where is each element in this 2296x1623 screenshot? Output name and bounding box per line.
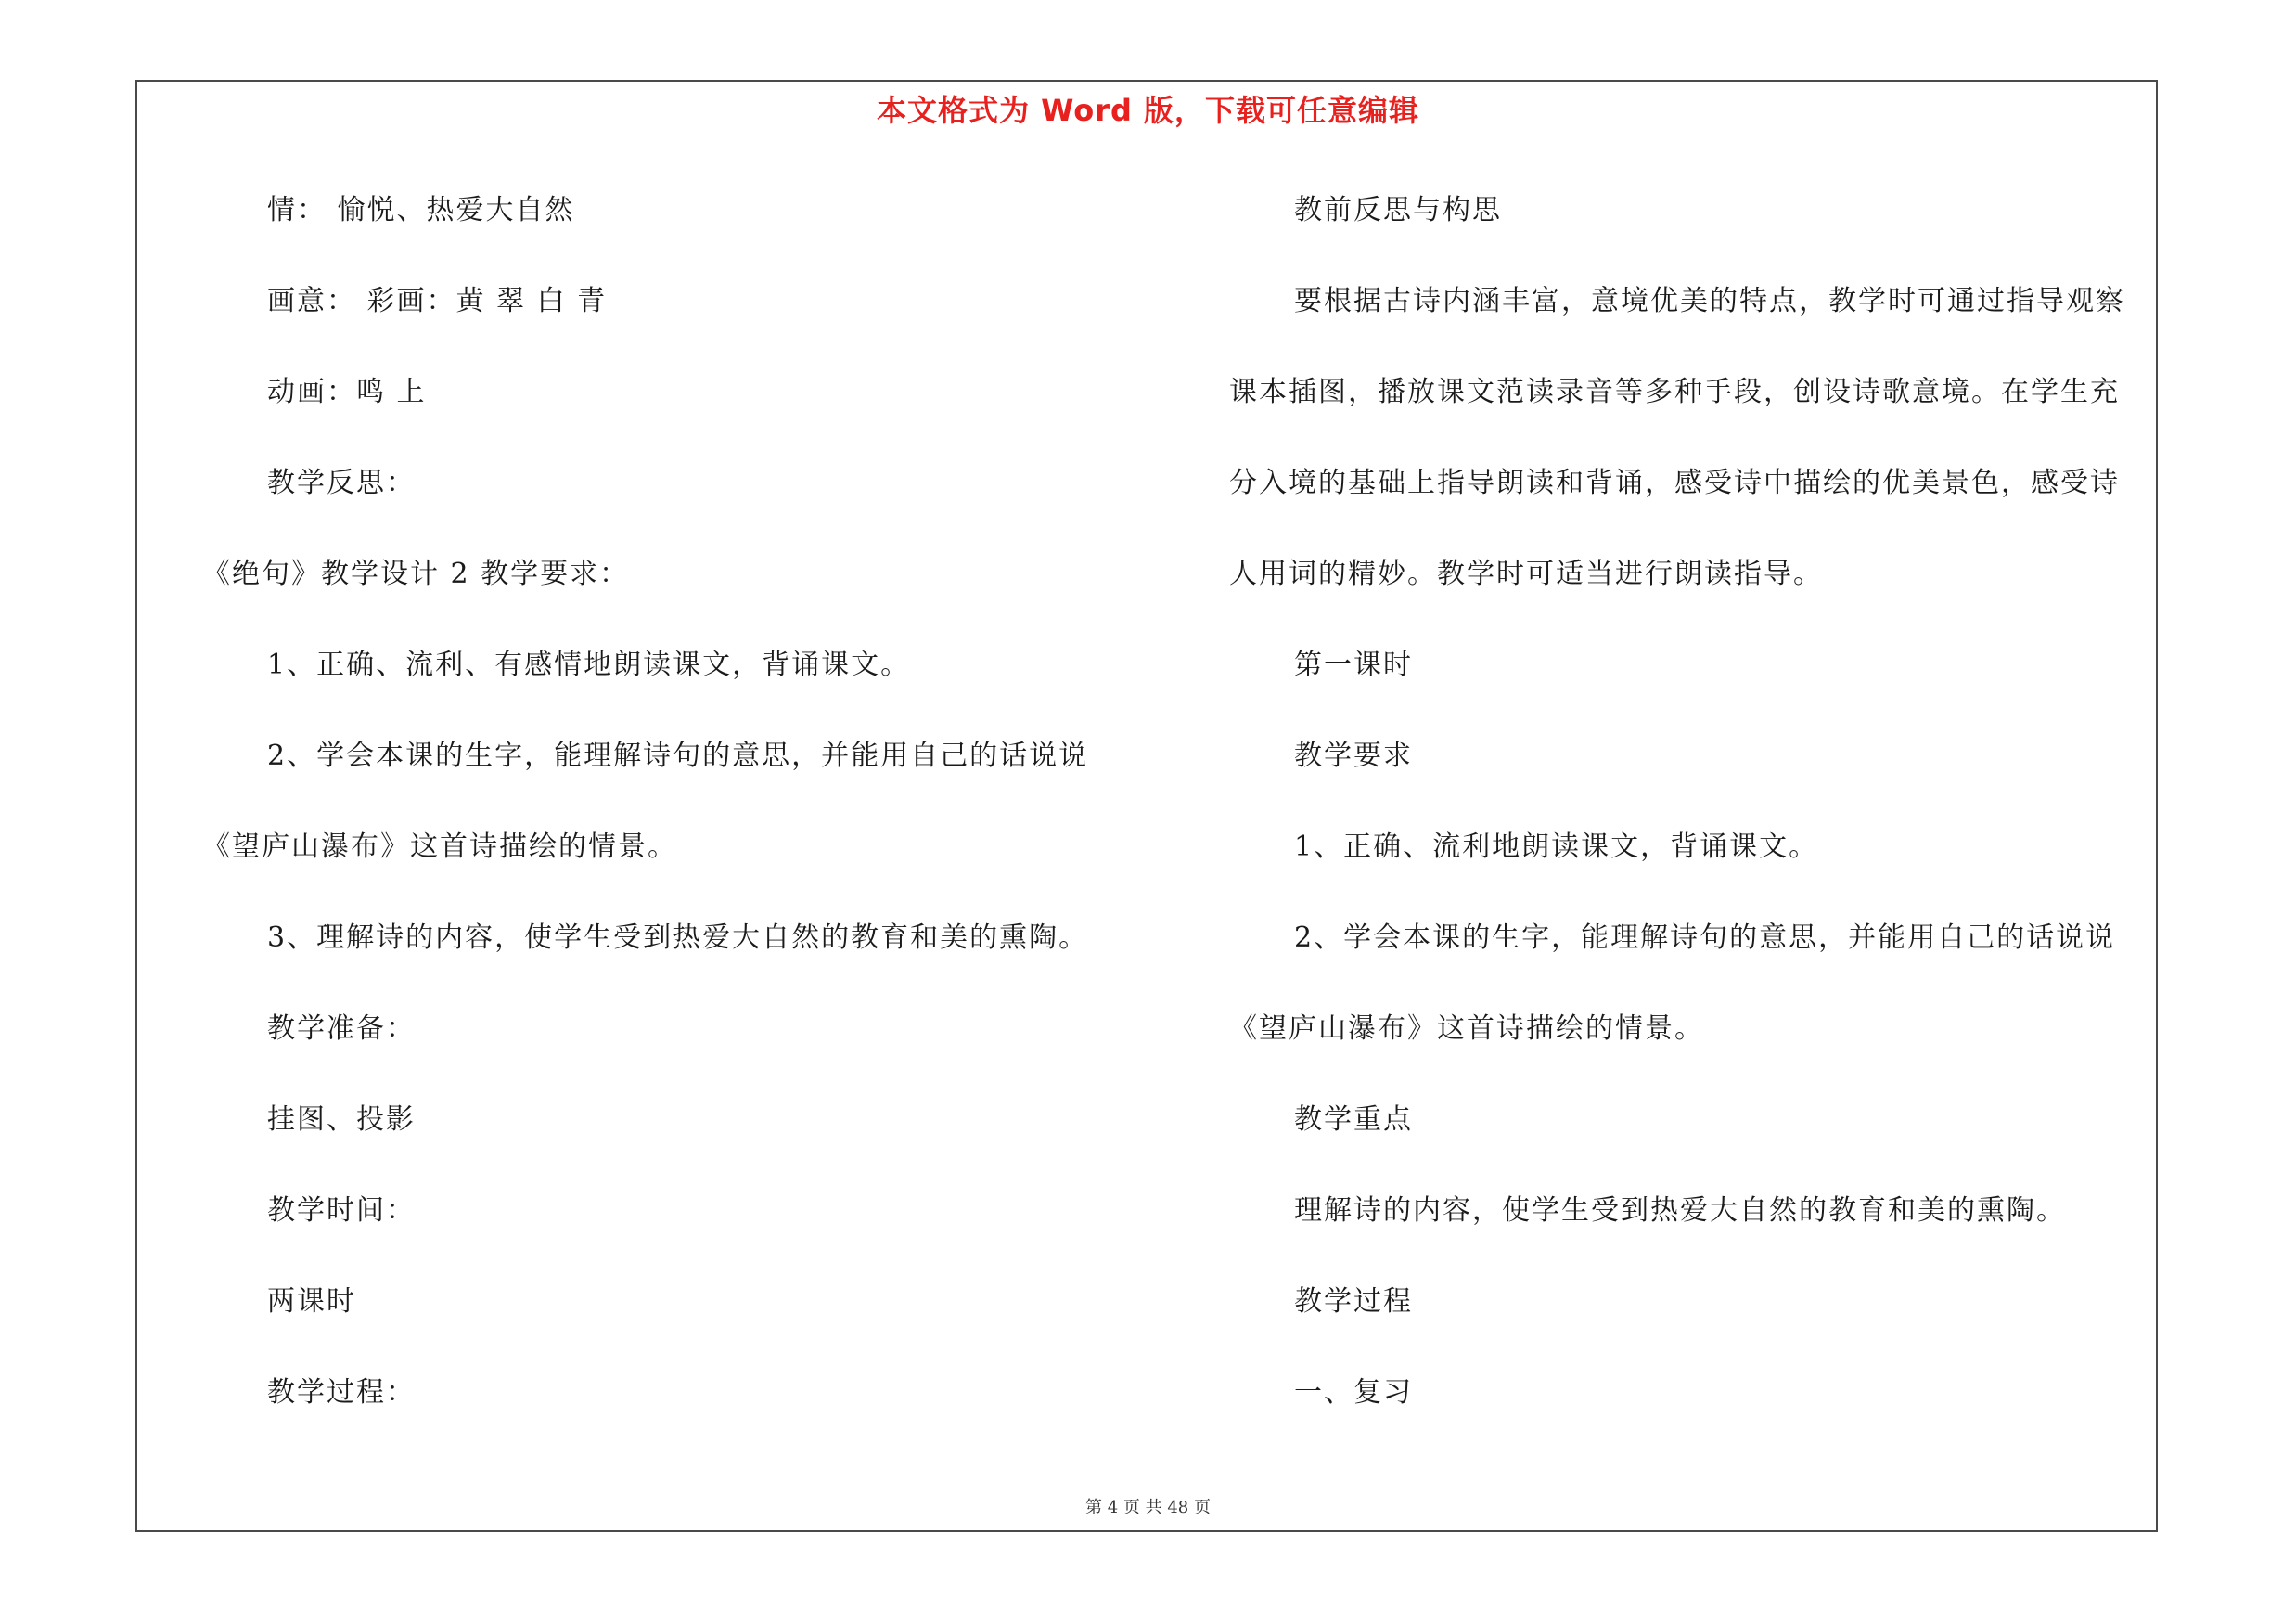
text-line: 教学反思： — [267, 467, 416, 499]
text-line: 人用词的精妙。教学时可适当进行朗读指导。 — [1229, 558, 1823, 590]
text-line: 情： 愉悦、热爱大自然 — [267, 194, 575, 226]
text-line: 理解诗的内容，使学生受到热爱大自然的教育和美的熏陶。 — [1294, 1194, 2066, 1227]
text-line: 3、理解诗的内容，使学生受到热爱大自然的教育和美的熏陶。 — [267, 921, 1089, 954]
text-line: 教学时间： — [267, 1194, 416, 1227]
text-line: 1、正确、流利地朗读课文，背诵课文。 — [1294, 831, 1819, 863]
text-line: 2、学会本课的生字，能理解诗句的意思，并能用自己的话说说 — [267, 740, 1089, 772]
text-line: 两课时 — [267, 1285, 356, 1318]
text-line: 教学重点 — [1294, 1103, 1413, 1136]
right-column — [1229, 181, 2148, 1454]
text-line: 《望庐山瀑布》这首诗描绘的情景。 — [202, 831, 677, 863]
text-line: 第一课时 — [1294, 649, 1413, 681]
text-line: 一、复习 — [1294, 1376, 1413, 1409]
text-line: 分入境的基础上指导朗读和背诵，感受诗中描绘的优美景色，感受诗 — [1229, 467, 2120, 499]
header-banner: 本文格式为 Word 版，下载可任意编辑 — [876, 93, 1420, 128]
left-column — [202, 181, 1139, 1454]
text-line: 教学要求 — [1294, 740, 1413, 772]
text-line: 1、正确、流利、有感情地朗读课文，背诵课文。 — [267, 649, 911, 681]
text-line: 教学过程 — [1294, 1285, 1413, 1318]
text-line: 挂图、投影 — [267, 1103, 416, 1136]
text-line: 教前反思与构思 — [1294, 194, 1502, 226]
page-footer: 第 4 页 共 48 页 — [1085, 1498, 1211, 1517]
text-line: 教学准备： — [267, 1012, 416, 1045]
text-line: 动画：鸣 上 — [267, 376, 427, 408]
text-line: 2、学会本课的生字，能理解诗句的意思，并能用自己的话说说 — [1294, 921, 2116, 954]
text-line: 课本插图，播放课文范读录音等多种手段，创设诗歌意境。在学生充 — [1229, 376, 2120, 408]
text-line: 要根据古诗内涵丰富，意境优美的特点，教学时可通过指导观察 — [1294, 285, 2125, 317]
text-line: 《望庐山瀑布》这首诗描绘的情景。 — [1229, 1012, 1704, 1045]
text-line: 教学过程： — [267, 1376, 416, 1409]
text-line: 画意： 彩画：黄 翠 白 青 — [267, 285, 608, 317]
text-line: 《绝句》教学设计 2 教学要求： — [202, 558, 630, 590]
